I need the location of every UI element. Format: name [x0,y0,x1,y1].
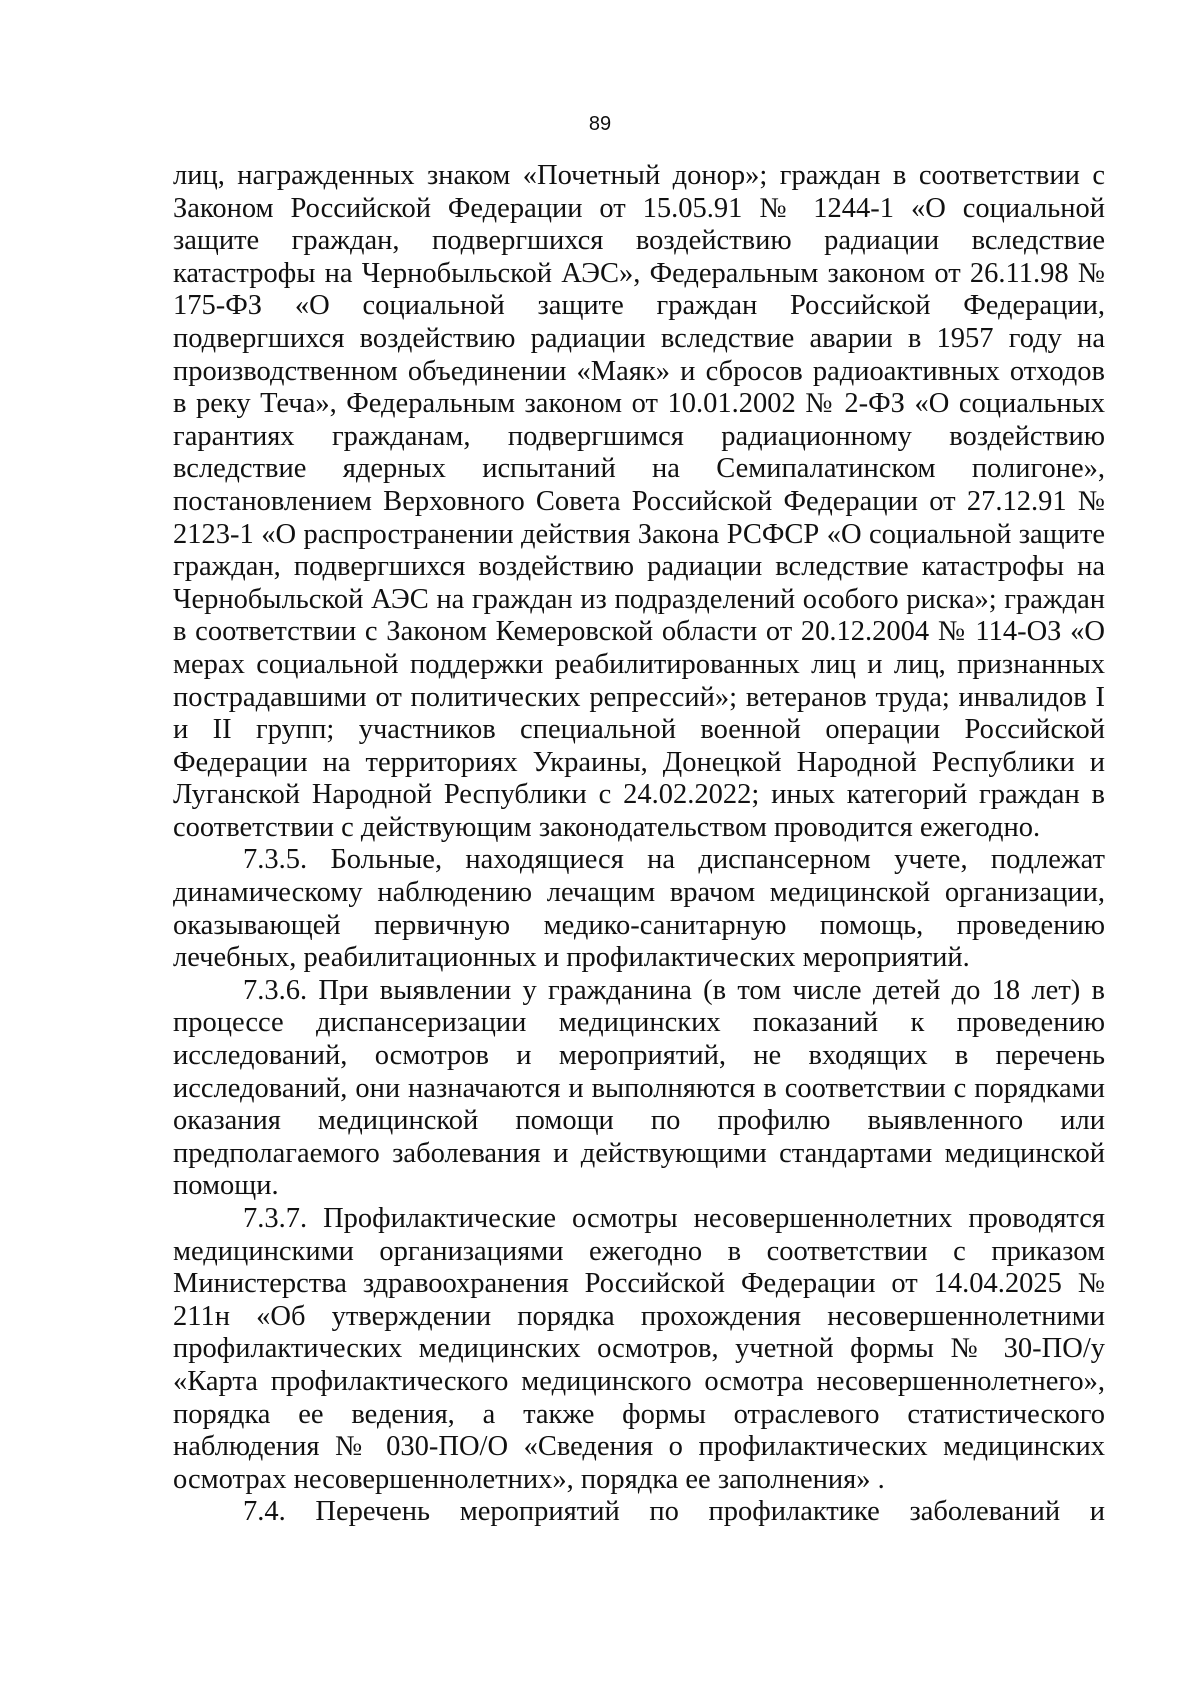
paragraph-7-3-5: 7.3.5. Больные, находящиеся на диспансерном учете, подлежат динамическому наблюдению лечащим врачом медицинской организации, оказывающей первичную медико-санитарную помощь, проведению лечебных, реабилитационных и профилактических мероприятий. [173,844,1105,974]
page-number: 89 [588,113,612,135]
paragraph-7-3-6: 7.3.6. При выявлении у гражданина (в том числе детей до 18 лет) в процессе диспансеризации медицинских показаний к проведению исследований, осмотров и мероприятий, не входящих в перечень исследований, они назначаются и выполняются в соответствии с порядками оказания медицинской помощи по профилю выявленного или предполагаемого заболевания и действующими стандартами медицинской помощи. [173,974,1105,1202]
paragraph-continuation: лиц, награжденных знаком «Почетный донор»; граждан в соответствии с Законом Российской Федерации от 15.05.91 № 1244-1 «О социальной защите граждан, подвергшихся воздействию радиации вследствие катастрофы на Чернобыльской АЭС», Федеральным законом от 26.11.98 № 175-ФЗ «О социальной защите граждан Российской Федерации, подвергшихся воздействию радиации вследствие аварии в 1957 году на производственном объединении «Маяк» и сбросов радиоактивных отходов в реку Теча», Федеральным законом от 10.01.2002 № 2-ФЗ «О социальных гарантиях гражданам, подвергшимся радиационному воздействию вследствие ядерных испытаний на Семипалатинском полигоне», постановлением Верховного Совета Российской Федерации от 27.12.91 № 2123-1 «О распространении действия Закона РСФСР «О социальной защите граждан, подвергшихся воздействию радиации вследствие катастрофы на Чернобыльской АЭС на граждан из подразделений особого риска»; граждан в соответствии с Законом Кемеровской области от 20.12.2004 № 114-ОЗ «О мерах социальной поддержки реабилитированных лиц и лиц, признанных пострадавшими от политических репрессий»; ветеранов труда; инвалидов I и II групп; участников специальной военной операции Российской Федерации на территориях Украины, Донецкой Народной Республики и Луганской Народной Республики с 24.02.2022; иных категорий граждан в соответствии с действующим законодательством проводится ежегодно. [173,160,1105,843]
paragraph-7-3-7: 7.3.7. Профилактические осмотры несовершеннолетних проводятся медицинскими организациями ежегодно в соответствии с приказом Министерства здравоохранения Российской Федерации от 14.04.2025 № 211н «Об утверждении порядка прохождения несовершеннолетними профилактических медицинских осмотров, учетной формы № 30-ПО/у «Карта профилактического медицинского осмотра несовершеннолетнего», порядка ее ведения, а также формы отраслевого статистического наблюдения № 030-ПО/О «Сведения о профилактических медицинских осмотрах несовершеннолетних», порядка ее заполнения» . [173,1203,1105,1495]
document-body [173,160,1105,1529]
paragraph-7-4: 7.4. Перечень мероприятий по профилактике заболеваний и [243,1496,1105,1528]
